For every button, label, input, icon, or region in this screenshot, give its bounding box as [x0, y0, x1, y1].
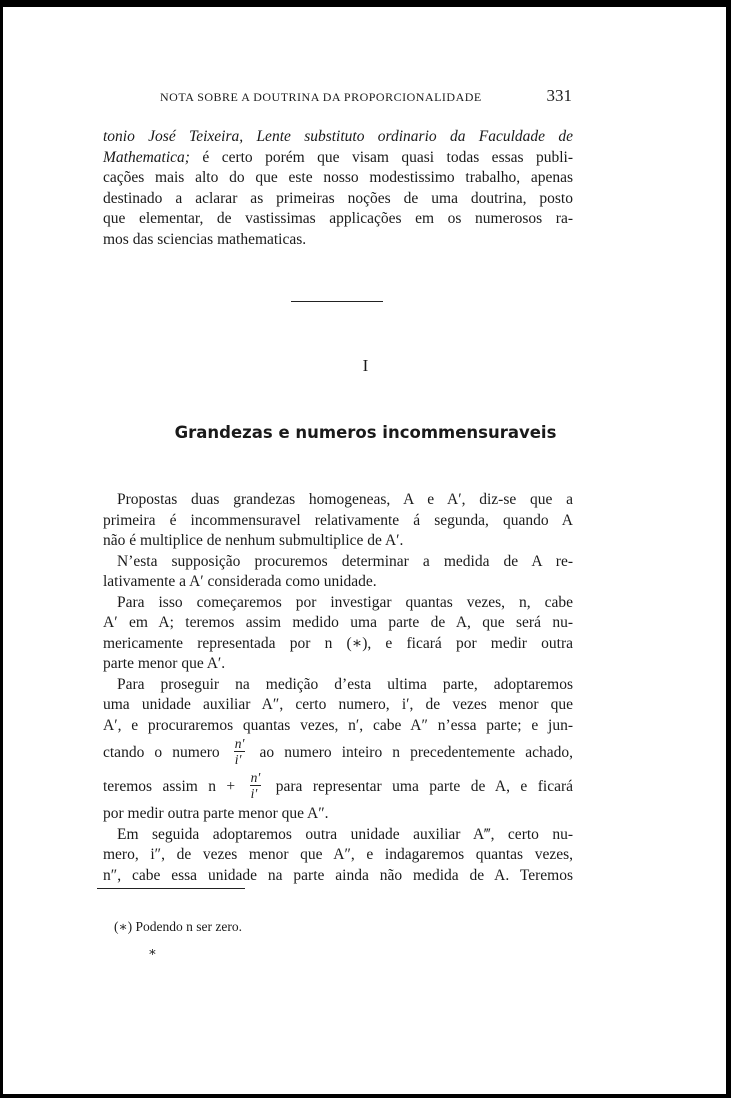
section-title: Grandezas e numeros incommensuraveis	[174, 423, 557, 442]
fraction-denominator: i′	[234, 751, 242, 767]
text-span: para representar uma parte de A, e ficará	[275, 778, 573, 795]
page-edge-left	[0, 0, 3, 1098]
section-number: I	[362, 356, 369, 375]
page-number: 331	[546, 86, 572, 105]
running-head-title: NOTA SOBRE A DOUTRINA DA PROPORCIONALIDADE	[160, 90, 482, 104]
text-line: A′, e procuraremos quantas vezes, n′, cabe A″ n’essa parte; e jun-	[103, 716, 573, 734]
math-line	[103, 770, 573, 804]
page-edge-bottom	[0, 1094, 731, 1098]
text-line: A′ em A; teremos assim medido uma parte de A, que será nu-	[103, 614, 573, 631]
body-text	[103, 490, 573, 886]
text-line: lativamente a A′ considerada como unidade.	[103, 573, 377, 590]
text-line: não é multiplice de nenhum submultiplice de A′.	[103, 532, 404, 549]
text-line: cações mais alto do que este nosso modestissimo trabalho, apenas	[103, 169, 573, 186]
text-span: ao numero inteiro n precedentemente achado,	[259, 744, 573, 761]
text-span: é certo porém que visam quasi todas essas publi-	[202, 148, 573, 166]
text-line: mos das sciencias mathematicas.	[103, 230, 307, 248]
fraction-numerator: n′	[234, 735, 245, 751]
text-line: Para proseguir na medição d’esta ultima parte, adoptaremos	[117, 675, 573, 693]
math-line	[103, 736, 573, 770]
fraction	[234, 736, 246, 767]
text-span: teremos assim n +	[103, 778, 236, 795]
text-line: primeira é incommensuravel relativamente á segunda, quando A	[103, 511, 573, 529]
fraction-denominator: i′	[250, 785, 258, 801]
running-head	[160, 86, 572, 106]
page-edge-right	[726, 0, 731, 1098]
text-line	[103, 127, 573, 148]
text-line: uma unidade auxiliar A″, certo numero, i′, de vezes menor que	[103, 696, 573, 713]
text-line	[103, 148, 573, 169]
text-line: n″, cabe essa unidade na parte ainda não medida de A. Teremos	[103, 866, 573, 884]
text-line: parte menor que A′.	[103, 655, 226, 672]
footnote-rule	[97, 888, 245, 889]
intro-paragraph	[103, 127, 573, 250]
fraction-numerator: n′	[250, 769, 261, 785]
italic-text: tonio José Teixeira, Lente substituto ordinario da Faculdade de	[103, 128, 573, 145]
text-line: mero, i″, de vezes menor que A″, e indagaremos quantas vezes,	[103, 846, 573, 863]
text-line: Propostas duas grandezas homogeneas, A e A′, diz-se que a	[117, 491, 573, 508]
text-line: por medir outra parte menor que A″.	[103, 805, 329, 822]
footnote: (∗) Podendo n ser zero.	[114, 919, 243, 934]
section-divider	[291, 301, 383, 302]
asterisk-mark: ∗	[148, 944, 157, 959]
text-line: que elementar, de vastissimas applicações em os numerosos ra-	[103, 210, 573, 227]
text-line: N’esta supposição procuremos determinar a medida de A re-	[117, 552, 573, 570]
italic-text: Mathematica;	[103, 148, 190, 166]
fraction	[250, 770, 262, 801]
text-line: mericamente representada por n (∗), e ficará por medir outra	[103, 634, 573, 652]
text-span: ctando o numero	[103, 744, 220, 761]
text-line: Para isso começaremos por investigar quantas vezes, n, cabe	[117, 593, 573, 611]
page-edge-top	[0, 0, 731, 7]
text-line: destinado a aclarar as primeiras noções de uma doutrina, posto	[103, 189, 573, 207]
text-line: Em seguida adoptaremos outra unidade auxiliar A‴, certo nu-	[117, 825, 573, 843]
